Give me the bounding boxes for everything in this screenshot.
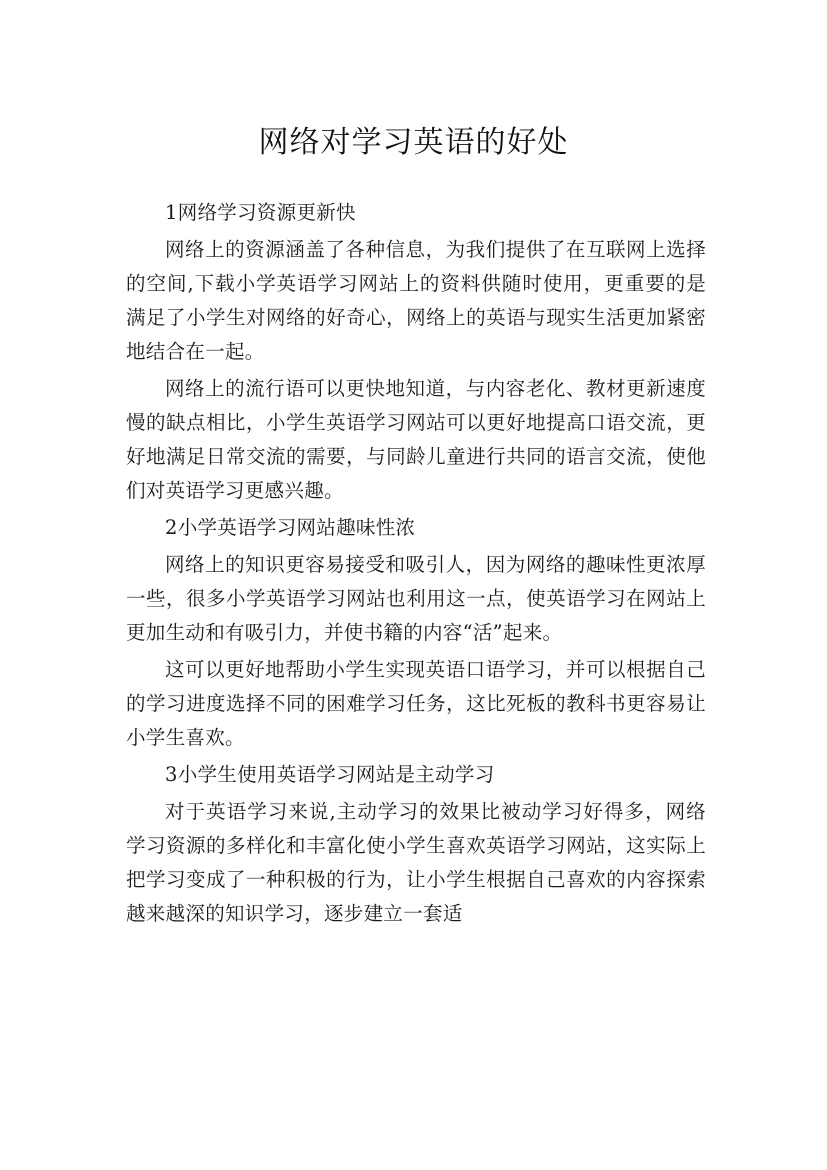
- section-heading-2: 2小学英语学习网站趣味性浓: [165, 516, 416, 539]
- document-body: [126, 196, 706, 931]
- paragraph: 网络上的资源涵盖了各种信息，为我们提供了在互联网上选择的空间,下载小学英语学习网站上的资料供随时使用，更重要的是满足了小学生对网络的好奇心，网络上的英语与现实生活更加紧密地结合在一起。: [126, 238, 706, 363]
- document-title: 网络对学习英语的好处: [258, 125, 569, 161]
- section-heading-1: 1网络学习资源更新快: [165, 201, 356, 224]
- paragraph: 网络上的流行语可以更快地知道，与内容老化、教材更新速度慢的缺点相比，小学生英语学习网站可以更好地提高口语交流，更好地满足日常交流的需要，与同龄儿童进行共同的语言交流，使他们对英语学习更感兴趣。: [126, 377, 706, 502]
- paragraph: 这可以更好地帮助小学生实现英语口语学习，并可以根据自己的学习进度选择不同的困难学习任务，这比死板的教科书更容易让小学生喜欢。: [126, 658, 706, 749]
- paragraph: 对于英语学习来说,主动学习的效果比被动学习好得多，网络学习资源的多样化和丰富化使小学生喜欢英语学习网站，这实际上把学习变成了一种积极的行为，让小学生根据自己喜欢的内容探索越来越深的知识学习，逐步建立一套适: [126, 800, 706, 925]
- paragraph: 网络上的知识更容易接受和吸引人，因为网络的趣味性更浓厚一些，很多小学英语学习网站也利用这一点，使英语学习在网站上更加生动和有吸引力，并使书籍的内容“活”起来。: [126, 553, 706, 644]
- section-heading-3: 3小学生使用英语学习网站是主动学习: [165, 763, 495, 786]
